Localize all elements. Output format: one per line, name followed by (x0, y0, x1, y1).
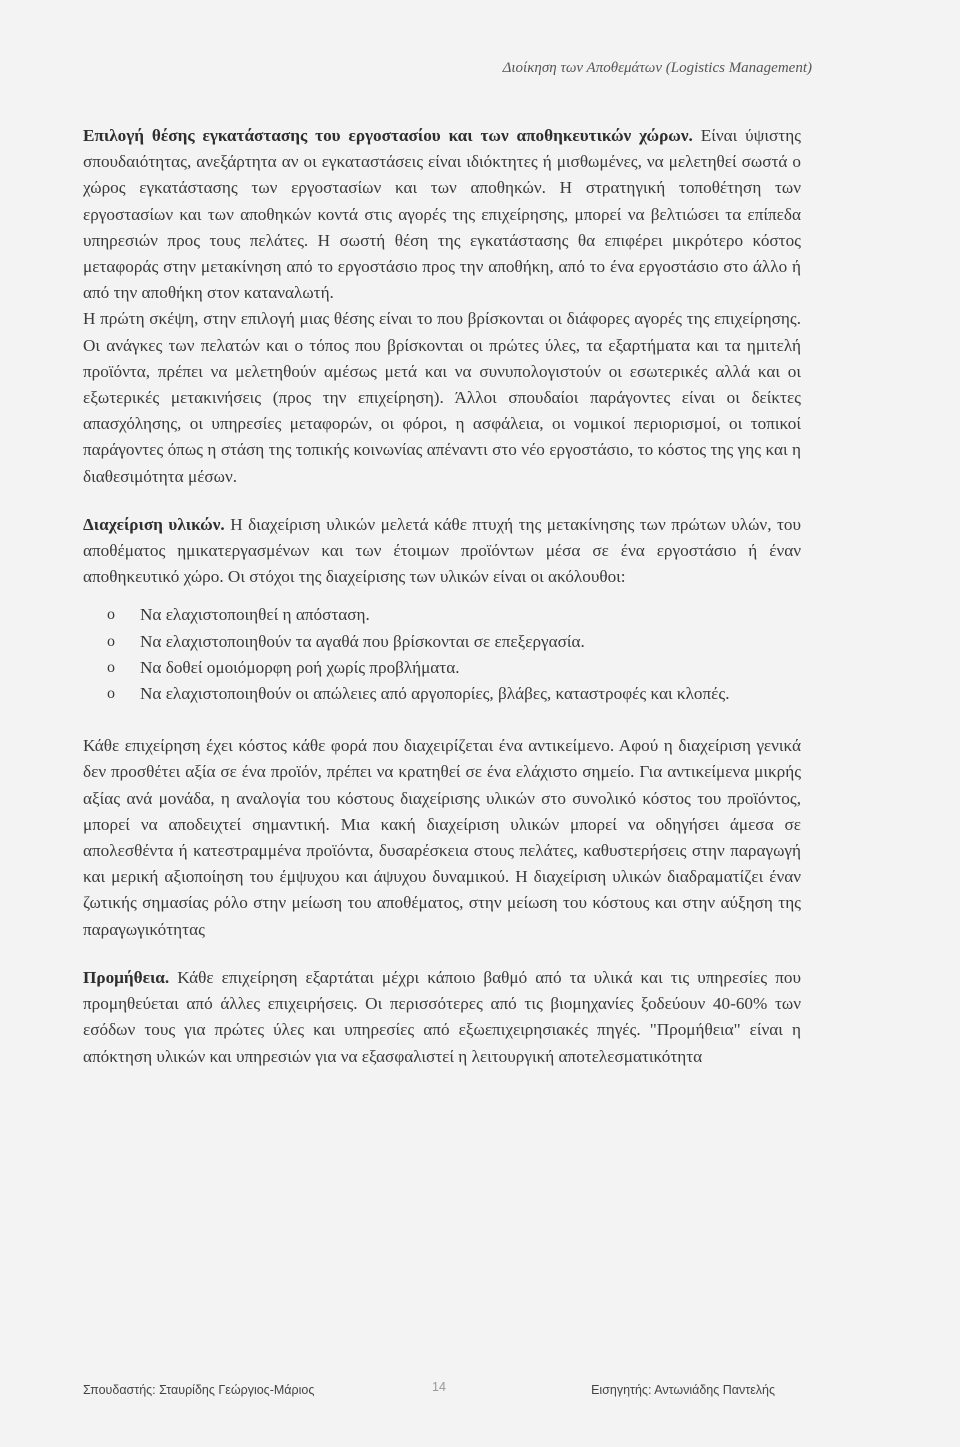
section-heading-location: Επιλογή θέσης εγκατάστασης του εργοστασίου και των αποθηκευτικών χώρων. (83, 126, 693, 145)
section-heading-procurement: Προμήθεια. (83, 967, 170, 987)
bullet-marker: o (107, 606, 115, 624)
running-header: Διοίκηση των Αποθεμάτων (Logistics Management) (502, 60, 812, 76)
bullet-marker: o (107, 632, 115, 650)
footer-supervisor: Εισηγητής: Αντωνιάδης Παντελής (591, 1383, 775, 1397)
section-paragraph-location (83, 123, 801, 306)
section-paragraph-materials (83, 512, 801, 591)
list-item-text: Να δοθεί ομοιόμορφη ροή χωρίς προβλήματα. (140, 657, 460, 677)
footer-student: Σπουδαστής: Σταυρίδης Γεώργιος-Μάριος (83, 1383, 315, 1397)
list-item-text: Να ελαχιστοποιηθεί η απόσταση. (140, 605, 370, 625)
bullet-marker: o (107, 658, 115, 676)
page-number: 14 (432, 1380, 446, 1394)
paragraph-handling-cost: Κάθε επιχείρηση έχει κόστος κάθε φορά που διαχειρίζεται ένα αντικείμενο. Αφού η διαχείριση γενικά δεν προσθέτει αξία σε ένα προϊόν, πρέπει να κρατηθεί σε ένα ελάχιστο σημείο. Για αντικείμενα μικρής αξίας ανά μονάδα, η αναλογία του κόστους διαχείρισης υλικών στο συνολικό κόστος του προϊόντος, μπορεί να αποδειχτεί σημαντική. Μια κακή διαχείριση υλικών μπορεί να οδηγήσει άμεσα σε απολεσθέντα ή κατεστραμμένα προϊόντα, δυσαρέσκεια στους πελάτες, καθυστερήσεις στην παραγωγή και μερική αξιοποίηση του έμψυχου και άψυχου δυναμικού. Η διαχείριση υλικών διαδραματίζει έναν ζωτικής σημασίας ρόλο στην μείωση του αποθέματος, στην μείωση του κόστους και στην αύξηση της παραγωγικότητας (83, 736, 801, 939)
list-item (83, 681, 801, 707)
page-body (83, 123, 801, 1070)
objectives-list (83, 602, 801, 707)
list-item (83, 655, 801, 681)
list-item (83, 629, 801, 655)
paragraph-text: Κάθε επιχείρηση εξαρτάται μέχρι κάποιο βαθμό από τα υλικά και τις υπηρεσίες που προμηθεύεται από άλλες επιχειρήσεις. Οι περισσότερες από τις βιομηχανίες ξοδεύουν 40-60% των εσόδων τους για πρώτες ύλες και υπηρεσίες από εξωεπιχειρησιακές πηγές. "Προμήθεια" είναι η απόκτηση υλικών και υπηρεσιών για να εξασφαλιστεί η λειτουργική αποτελεσματικότητα (83, 967, 801, 1066)
list-item-text: Να ελαχιστοποιηθούν τα αγαθά που βρίσκονται σε επεξεργασία. (140, 631, 585, 651)
paragraph-text: Είναι ύψιστης σπουδαιότητας, ανεξάρτητα αν οι εγκαταστάσεις είναι ιδιόκτητες ή μισθωμένες, να μελετηθεί σωστά ο χώρος εγκατάστασης των εργοστασίων και των αποθηκών. Η στρατηγική τοποθέτηση των εργοστασίων και των αποθηκών κοντά στις αγορές της επιχείρησης, μπορεί να βελτιώσει τα επίπεδα υπηρεσιών προς τους πελάτες. Η σωστή θέση της εγκατάστασης θα επιφέρει μικρότερο κόστος μεταφοράς στην μετακίνηση από το εργοστάσιο προς την αποθήκη, από το ένα εργοστάσιο στο άλλο ή από την αποθήκη στον καταναλωτή. (83, 126, 801, 303)
paragraph-text: Η διαχείριση υλικών μελετά κάθε πτυχή της μετακίνησης των πρώτων υλών, του αποθέματος ημικατεργασμένων και των έτοιμων προϊόντων μέσα σε ένα εργοστάσιο ή έναν αποθηκευτικό χώρο. Οι στόχοι της διαχείρισης των υλικών είναι οι ακόλουθοι: (83, 514, 801, 587)
list-item (83, 602, 801, 628)
list-item-text: Να ελαχιστοποιηθούν οι απώλειες από αργοπορίες, βλάβες, καταστροφές και κλοπές. (140, 684, 730, 704)
paragraph-location-factors: Η πρώτη σκέψη, στην επιλογή μιας θέσης είναι το που βρίσκονται οι διάφορες αγορές της επιχείρησης. Οι ανάγκες των πελατών και ο τόπος που βρίσκονται οι πρώτες ύλες, τα εξαρτήματα και τα ημιτελή προϊόντα, πρέπει να μελετηθούν αμέσως μετά και να συνυπολογιστούν οι εσωτερικές αλλά και οι εξωτερικές μετακινήσεις (προς την επιχείρηση). Άλλοι σπουδαίοι παράγοντες είναι οι δείκτες απασχόλησης, οι υπηρεσίες μεταφορών, οι φόροι, η ασφάλεια, οι νομικοί περιορισμοί, οι τοπικοί παράγοντες όπως η στάση της τοπικής κοινωνίας απέναντι στο νέο εργοστάσιο, το κόστος της γης και η διαθεσιμότητα μέσων. (83, 309, 801, 486)
section-paragraph-procurement (83, 965, 801, 1070)
section-heading-materials: Διαχείριση υλικών. (83, 514, 225, 534)
bullet-marker: o (107, 685, 115, 703)
